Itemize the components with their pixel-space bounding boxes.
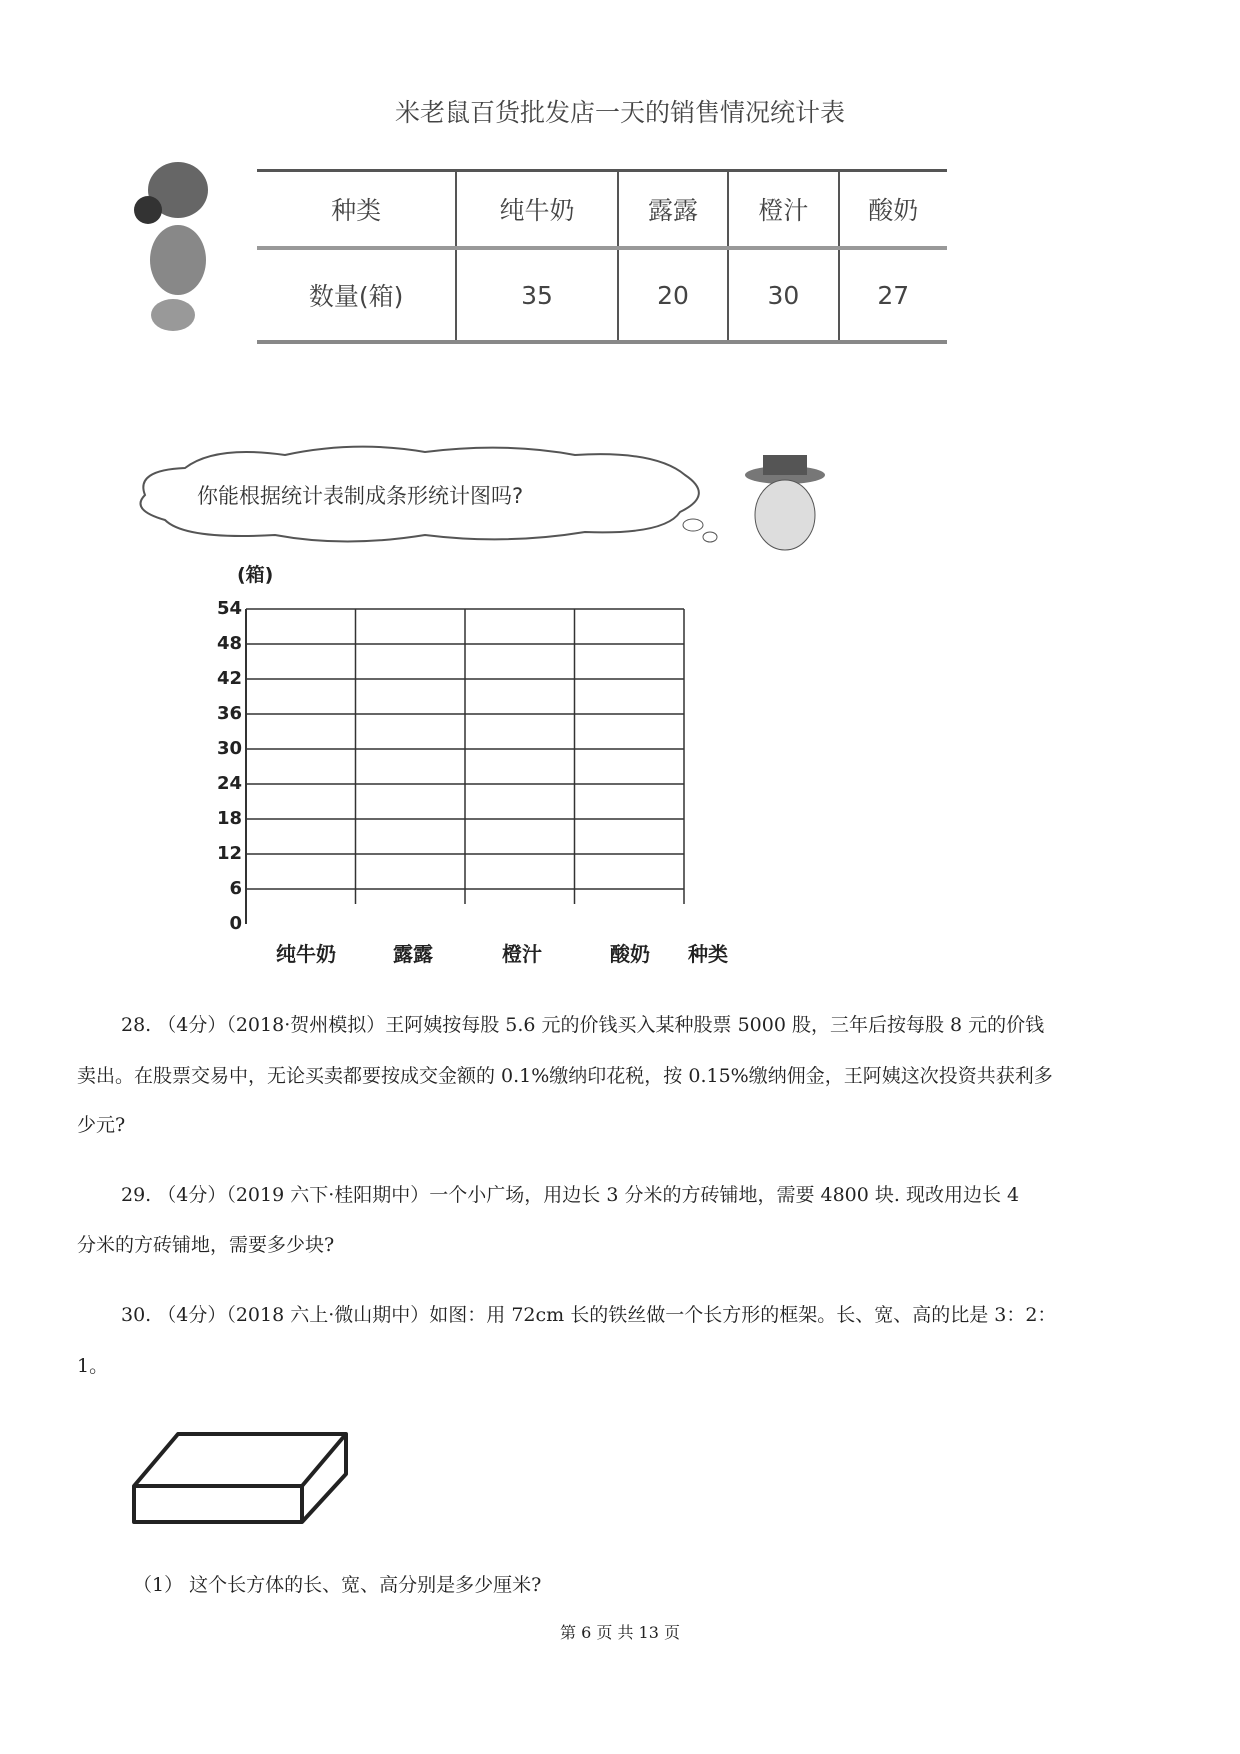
table-cell: 数量(箱) xyxy=(257,248,456,342)
question-29-line: 29. （4分）（2019 六下·桂阳期中）一个小广场，用边长 3 分米的方砖铺地，需要 4800 块. 现改用边长 4 xyxy=(121,1184,1020,1206)
table-row xyxy=(257,248,947,342)
y-tick-label: 24 xyxy=(216,773,242,794)
category-label: 酸奶 xyxy=(610,942,650,966)
table-cell: 纯牛奶 xyxy=(456,171,618,249)
table-cell: 酸奶 xyxy=(839,171,947,249)
bar-chart-grid xyxy=(244,607,688,927)
category-label: 橙汁 xyxy=(502,942,542,966)
y-tick-label: 18 xyxy=(216,808,242,829)
y-tick-label: 42 xyxy=(216,668,242,689)
table-cell: 露露 xyxy=(618,171,728,249)
y-tick-label: 36 xyxy=(216,703,242,724)
question-28-line: 少元? xyxy=(77,1114,126,1136)
x-axis-label: 种类 xyxy=(688,942,728,966)
table-cell: 20 xyxy=(618,248,728,342)
page-footer: 第 6 页 共 13 页 xyxy=(560,1623,680,1642)
table-header-row xyxy=(257,171,947,249)
y-tick-label: 12 xyxy=(216,843,242,864)
y-tick-label: 48 xyxy=(216,633,242,654)
question-29-line: 分米的方砖铺地，需要多少块? xyxy=(77,1234,335,1256)
category-label: 露露 xyxy=(393,942,433,966)
girl-illustration xyxy=(735,455,835,565)
table-cell: 27 xyxy=(839,248,947,342)
table-title: 米老鼠百货批发店一天的销售情况统计表 xyxy=(394,98,845,127)
sales-table xyxy=(257,169,947,344)
y-tick-label: 6 xyxy=(229,878,242,899)
cuboid-figure xyxy=(130,1430,352,1525)
table-cell: 30 xyxy=(728,248,838,342)
table-cell: 种类 xyxy=(257,171,456,249)
question-30-line: 30. （4分）（2018 六上·微山期中）如图：用 72cm 长的铁丝做一个长方形的框架。长、宽、高的比是 3：2： xyxy=(121,1304,1057,1326)
category-label: 纯牛奶 xyxy=(276,942,336,966)
question-28-line: 卖出。在股票交易中，无论买卖都要按成交金额的 0.1%缴纳印花税，按 0.15%缴纳佣金，王阿姨这次投资共获利多 xyxy=(77,1065,1053,1087)
minnie-mouse-illustration xyxy=(118,150,248,340)
y-axis-label: (箱) xyxy=(237,564,274,586)
sub-question-1: （1） 这个长方体的长、宽、高分别是多少厘米? xyxy=(133,1574,542,1596)
question-30-line: 1。 xyxy=(77,1355,109,1377)
table-cell: 橙汁 xyxy=(728,171,838,249)
cloud-text: 你能根据统计表制成条形统计图吗? xyxy=(197,484,524,508)
y-tick-label: 30 xyxy=(216,738,242,759)
table-cell: 35 xyxy=(456,248,618,342)
y-tick-label: 54 xyxy=(216,598,242,619)
question-28-line: 28. （4分）（2018·贺州模拟）王阿姨按每股 5.6 元的价钱买入某种股票 5000 股，三年后按每股 8 元的价钱 xyxy=(121,1014,1045,1036)
y-tick-label: 0 xyxy=(229,913,242,934)
